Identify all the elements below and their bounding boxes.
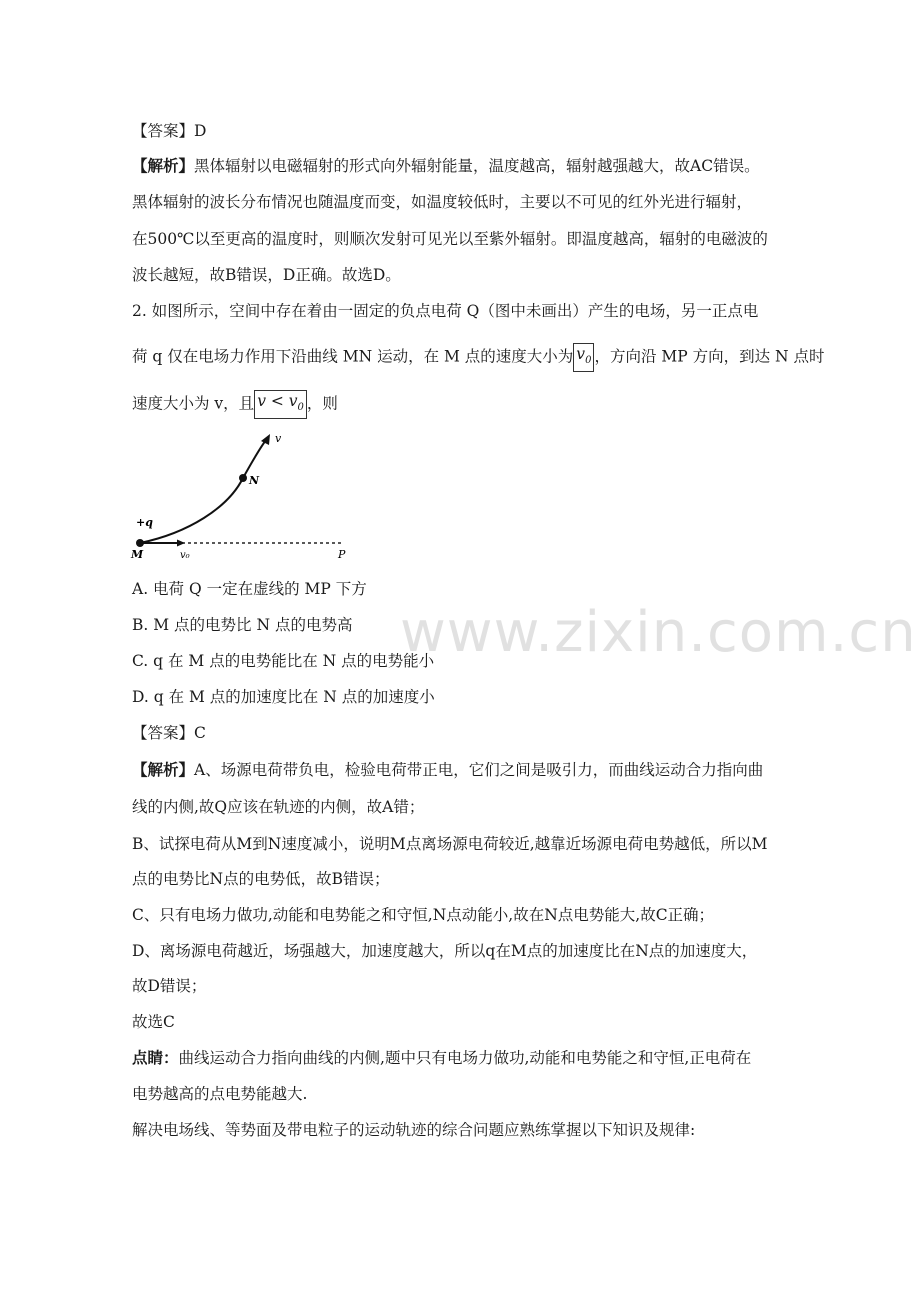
question2-line2: 荷 q 仅在电场力作用下沿曲线 MN 运动，在 M 点的速度大小为 $v_0$ ，方向沿 MP 方向，到达 N 点时: [132, 343, 825, 372]
analysis2-line6: D、离场源电荷越近，场强越大，加速度越大，所以q在M点的加速度比在N点的加速度大，: [132, 942, 758, 960]
label-q: +q: [136, 516, 153, 529]
question2-line1: 2. 如图所示，空间中存在着由一固定的负点电荷 Q（图中未画出）产生的电场，另一正点电: [132, 302, 759, 320]
option-c: C. q 在 M 点的电势能比在 N 点的电势能小: [132, 652, 435, 670]
question2-line3: 速度大小为 v，且 $v < v_0$ ，则: [132, 390, 338, 419]
label-M: M: [131, 548, 144, 561]
option-a: A. 电荷 Q 一定在虚线的 MP 下方: [132, 580, 367, 598]
label-P: P: [338, 548, 346, 561]
analysis1-line2: 黑体辐射的波长分布情况也随温度而变，如温度较低时，主要以不可见的红外光进行辐射，: [132, 193, 753, 211]
comment-line1: 点睛：曲线运动合力指向曲线的内侧,题中只有电场力做功,动能和电势能之和守恒,正电荷在: [132, 1048, 752, 1067]
comment-line2: 电势越高的点电势能越大.: [132, 1085, 308, 1103]
option-b: B. M 点的电势比 N 点的电势高: [132, 616, 353, 634]
point-N: [239, 474, 247, 482]
analysis2-line1: 【解析】A、场源电荷带负电，检验电荷带正电，它们之间是吸引力，而曲线运动合力指向曲: [132, 760, 764, 779]
label-v0: v₀: [180, 550, 190, 561]
answer2-line: 【答案】C: [132, 724, 206, 742]
summary-line: 解决电场线、等势面及带电粒子的运动轨迹的综合问题应熟练掌握以下知识及规律:: [132, 1121, 696, 1139]
analysis1-line4: 波长越短，故B错误，D正确。故选D。: [132, 266, 401, 284]
label-N: N: [249, 474, 260, 487]
trajectory-curve: [140, 440, 266, 543]
label-v: v: [275, 432, 282, 445]
analysis2-line3: B、试探电荷从M到N速度减小，说明M点离场源电荷较近,越靠近场源电荷电势越低，所以M: [132, 835, 768, 853]
watermark: www.zixin.com.cn: [400, 600, 917, 665]
analysis2-line5: C、只有电场力做功,动能和电势能之和守恒,N点动能小,故在N点电势能大,故C正确；: [132, 906, 715, 924]
analysis1-line3: 在500℃以至更高的温度时，则顺次发射可见光以至紫外辐射。即温度越高，辐射的电磁波的: [132, 230, 768, 248]
analysis1-line1: 【解析】黑体辐射以电磁辐射的形式向外辐射能量，温度越高，辐射越强越大，故AC错误。: [132, 156, 760, 175]
point-M: [136, 539, 144, 547]
option-d: D. q 在 M 点的加速度比在 N 点的加速度小: [132, 688, 435, 706]
analysis2-line8: 故选C: [132, 1013, 175, 1031]
v-less-v0-box: $v < v_0$: [254, 390, 307, 419]
v0-arrowhead: [177, 540, 185, 547]
answer1-line: 【答案】D: [132, 122, 207, 140]
analysis2-line2: 线的内侧,故Q应该在轨迹的内侧，故A错；: [132, 798, 425, 816]
analysis2-line7: 故D错误；: [132, 977, 207, 995]
trajectory-figure: [128, 428, 358, 563]
v0-box: $v_0$: [573, 343, 594, 372]
v-arrowhead: [261, 434, 270, 445]
analysis2-line4: 点的电势比N点的电势低，故B错误；: [132, 870, 390, 888]
